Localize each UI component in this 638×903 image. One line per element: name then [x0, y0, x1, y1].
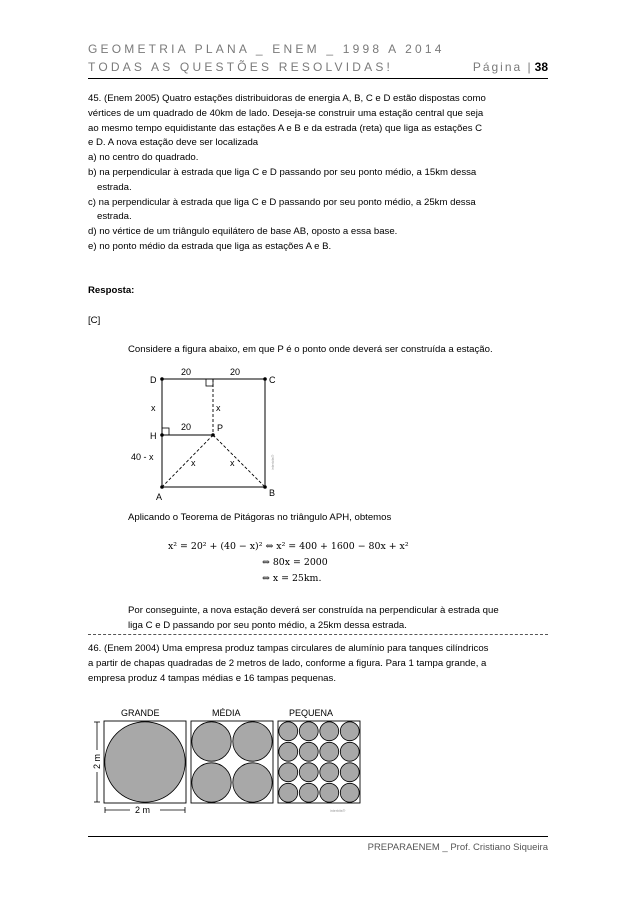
circle-pequena: [279, 783, 298, 802]
segment-p-b: [213, 435, 265, 487]
q45-option-a: a) no centro do quadrado.: [88, 152, 199, 164]
q45-intro-d: e D. A nova estação deve ser localizada: [88, 137, 259, 149]
q45-intro-c: ao mesmo tempo equidistante das estações A e B e da estrada (reta) que liga as estações C: [88, 122, 483, 134]
answer-pythagoras: Aplicando o Teorema de Pitágoras no triângulo APH, obtemos: [128, 512, 392, 523]
q45-option-b-cont: estrada.: [97, 181, 132, 193]
circle-pequena: [320, 763, 339, 782]
circle-pequena: [340, 763, 359, 782]
label-top-left: 20: [181, 367, 192, 377]
label-media: MÉDIA: [212, 708, 241, 718]
equation-line-2: ⇔ 80x = 2000: [262, 557, 328, 568]
equation-line-3: ⇔ x = 25km.: [262, 573, 322, 584]
label-a: A: [156, 492, 163, 502]
circle-pequena: [320, 722, 339, 741]
header-subtitle: TODAS AS QUESTÕES RESOLVIDAS!: [88, 60, 394, 74]
q46-line-3: empresa produz 4 tampas médias e 16 tampas pequenas.: [88, 672, 336, 684]
circle-pequena: [279, 763, 298, 782]
circle-media: [192, 722, 231, 761]
segment-p-a: [162, 435, 213, 487]
circle-pequena: [320, 742, 339, 761]
q46-line-1: 46. (Enem 2004) Uma empresa produz tampas circulares de alumínio para tanques cilíndricos: [88, 643, 489, 654]
q45-option-e: e) no ponto médio da estrada que liga as estações A e B.: [88, 240, 332, 252]
point-a: [160, 485, 164, 489]
q45-option-b: b) na perpendicular à estrada que liga C e D passando por seu ponto médio, a 15km dessa: [88, 166, 477, 178]
point-h: [160, 433, 164, 437]
circle-media: [233, 763, 272, 802]
circle-pequena: [320, 783, 339, 802]
circles-figure: [86, 706, 366, 816]
point-p: [211, 433, 215, 437]
q45-option-c: c) na perpendicular à estrada que liga C e D passando por seu ponto médio, a 25km dessa: [88, 196, 476, 208]
question-46: [88, 642, 548, 686]
label-side: 40 - x: [131, 452, 154, 462]
label-grande: GRANDE: [121, 708, 160, 718]
circle-pequena: [299, 742, 318, 761]
circle-pequena: [299, 722, 318, 741]
answer-consider: Considere a figura abaixo, em que P é o ponto onde deverá ser construída a estação.: [128, 344, 493, 355]
label-d: D: [150, 375, 157, 385]
label-h: H: [150, 431, 157, 441]
label-x-pa: x: [191, 458, 196, 468]
header-title: GEOMETRIA PLANA _ ENEM _ 1998 A 2014: [88, 42, 445, 56]
page-indicator: Página | 38: [472, 60, 548, 74]
watermark: interbits®: [271, 454, 275, 470]
q45-intro-a: 45. (Enem 2005) Quatro estações distribuidoras de energia A, B, C e D estão dispostas como: [88, 93, 486, 104]
circle-pequena: [299, 783, 318, 802]
answer-heading: Resposta:: [88, 285, 135, 296]
header-rule: [88, 78, 548, 79]
conclusion-line-1: Por conseguinte, a nova estação deverá ser construída na perpendicular à estrada que: [128, 605, 499, 616]
circle-pequena: [340, 783, 359, 802]
q45-option-c-cont: estrada.: [97, 211, 132, 223]
label-b: B: [269, 488, 276, 498]
label-x-vert: x: [216, 403, 221, 413]
footer-text: PREPARAENEM _ Prof. Cristiano Siqueira: [367, 842, 548, 853]
question-45: [88, 92, 548, 255]
circle-pequena: [340, 722, 359, 741]
page-number: 38: [534, 60, 548, 74]
equation-line-1: x² = 20² + (40 − x)² ⇔ x² = 400 + 1600 − 80x + x²: [168, 541, 409, 552]
point-b: [263, 485, 267, 489]
circle-pequena: [279, 742, 298, 761]
circle-media: [233, 722, 272, 761]
conclusion-line-2: liga C e D passando por seu ponto médio, a 25km dessa estrada.: [128, 619, 407, 631]
circle-pequena: [299, 763, 318, 782]
width-label: 2 m: [135, 805, 151, 815]
square-figure: [120, 362, 290, 502]
label-top-right: 20: [230, 367, 241, 377]
right-angle-top: [206, 379, 213, 386]
q45-option-d: d) no vértice de um triângulo equilátero de base AB, oposto a essa base.: [88, 226, 398, 238]
circle-media: [192, 763, 231, 802]
label-x-left: x: [151, 403, 156, 413]
answer-conclusion: [128, 604, 548, 634]
answer-choice: [C]: [88, 315, 101, 326]
circle-pequena: [279, 722, 298, 741]
q46-line-2: a partir de chapas quadradas de 2 metros de lado, conforme a figura. Para 1 tampa grande, a: [88, 657, 487, 669]
page-header: [88, 40, 548, 76]
height-label: 2 m: [92, 753, 102, 769]
label-x-pb: x: [230, 458, 235, 468]
watermark-2: interbits®: [330, 809, 346, 813]
label-p: P: [217, 423, 224, 433]
point-c: [263, 377, 267, 381]
label-pequena: PEQUENA: [289, 708, 334, 718]
circle-pequena: [340, 742, 359, 761]
circle-grande: [105, 722, 185, 802]
question-divider: [88, 634, 548, 635]
label-c: C: [269, 375, 276, 385]
point-d: [160, 377, 164, 381]
label-mid: 20: [181, 422, 192, 432]
page-footer: [88, 836, 548, 853]
q45-intro-b: vértices de um quadrado de 40km de lado. Deseja-se construir uma estação central que seja: [88, 107, 484, 119]
